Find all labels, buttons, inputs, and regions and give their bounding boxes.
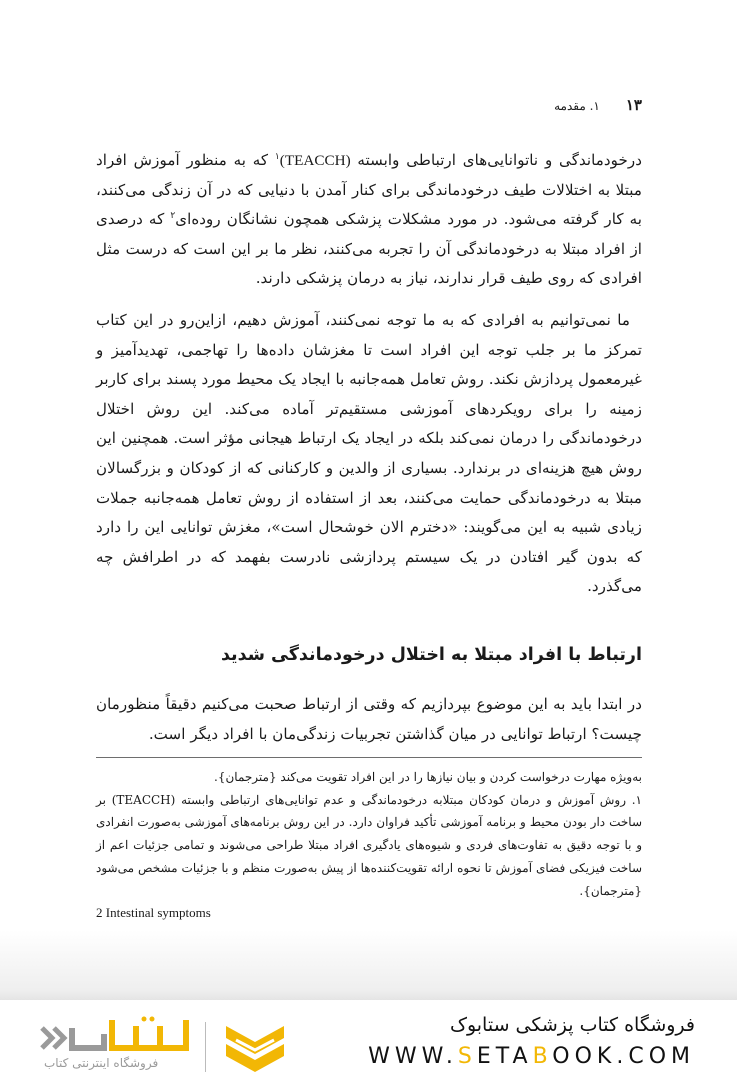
paragraph-2: ما نمی‌توانیم به افرادی که به ما توجه نمی‌کنند، آموزش دهیم، ازاین‌رو در این کتاب تمرکز ما بر جلب توجه این افراد است تا مغزشان داده‌ها را تهاجمی، تهدیدآمیز و غیرمعمول پردازش نکند. روش تعامل همه‌جانبه با ایجاد یک محیط مورد پسند برای کاربر زمینه را برای رویکردهای آموزشی مستقیم‌تر آماده می‌کند. این روش اختلال درخودماندگی را درمان نمی‌کند بلکه در ایجاد یک ارتباط هیجانی مؤثر است. همچنین این روش هیچ هزینه‌ای در برندارد. بسیاری از والدین و کارکنانی که از کودکان و بزرگسالان مبتلا به درخودماندگی حمایت می‌کنند، بعد از استفاده از روش تعامل همه‌جانبه جملات زیادی شبیه به این می‌گویند: «دخترم الان خوشحال است»، مغزش توانایی این را دارد که بدون گیر افتادن در یک سیستم پردازشی نادرست بفهمد که در اطرافش چه می‌گذرد. <box>96 311 642 596</box>
footnote-2: 2 Intestinal symptoms <box>96 905 211 921</box>
chapter-title: ۱. مقدمه <box>554 99 600 113</box>
paragraph-3: در ابتدا باید به این موضوع بپردازیم که وقتی از ارتباط صحبت می‌کنیم دقیقاً منظورمان چیست؟ ارتباط توانایی در میان گذاشتن تجربیات زندگی‌مان با افراد دیگر است. <box>96 695 642 743</box>
running-head <box>96 96 642 114</box>
store-name: فروشگاه کتاب پزشکی ستابوک <box>449 1014 695 1036</box>
chevron-logo-icon <box>224 1024 286 1074</box>
teacch-acronym: (TEACCH) <box>279 152 351 169</box>
store-url-link[interactable]: WWW.SETABOOK.COM <box>368 1044 695 1069</box>
store-banner <box>0 1000 737 1080</box>
setabook-logo[interactable] <box>36 1016 286 1078</box>
footnotes <box>96 766 642 925</box>
footnote-ref-2[interactable]: ۲ <box>170 211 176 222</box>
page-number: ۱۳ <box>625 96 642 114</box>
footnote-continued: به‌ویژه مهارت درخواست کردن و بیان نیازها را در این افراد تقویت می‌کند {مترجمان}. <box>214 770 642 784</box>
paragraph-1: درخودماندگی و ناتوانایی‌های ارتباطی وابسته (TEACCH)$^۱$ که به منظور آموزش افراد مبتلا به اختلالات طیف درخودماندگی برای کنار آمدن با دنیایی که در آن زندگی می‌کنند، به کار گرفته می‌شود. در مورد مشکلات پزشکی همچون نشانگان روده‌ای$^۲$ که درصدی از افراد مبتلا به درخودماندگی آن را تجربه می‌کنند، نظر ما بر این است که درست مثل افرادی که روی طیف قرار ندارند، نیاز به درمان پزشکی دارند. <box>96 151 642 288</box>
logo-wordmark-icon <box>36 1016 196 1056</box>
footnote-1: ۱. روش آموزش و درمان کودکان مبتلابه درخودماندگی و عدم توانایی‌های ارتباطی وابسته (TEACCH) بر ساخت دار بودن محیط و برنامه آموزشی تأکید فراوان دارد. در این روش برنامه‌های آموزشی به‌صورت انفرادی و با توجه دقیق به تفاوت‌های فردی و شیوه‌های یادگیری افراد مبتلا طراحی می‌شوند و تمامی جزئیات اعم از ساخت فیزیکی فضای آموزش تا نحوه ارائه تقویت‌کننده‌ها از پیش به‌صورت منظم و با جزئیات مشخص می‌شود {مترجمان}. <box>96 792 642 898</box>
logo-divider <box>205 1022 206 1072</box>
footnote-ref-1[interactable]: ۱ <box>274 151 280 162</box>
section-heading: ارتباط با افراد مبتلا به اختلال درخودماندگی شدید <box>220 645 642 665</box>
logo-tagline: فروشگاه اینترنتی کتاب <box>44 1056 159 1070</box>
footnote-divider <box>96 757 642 758</box>
